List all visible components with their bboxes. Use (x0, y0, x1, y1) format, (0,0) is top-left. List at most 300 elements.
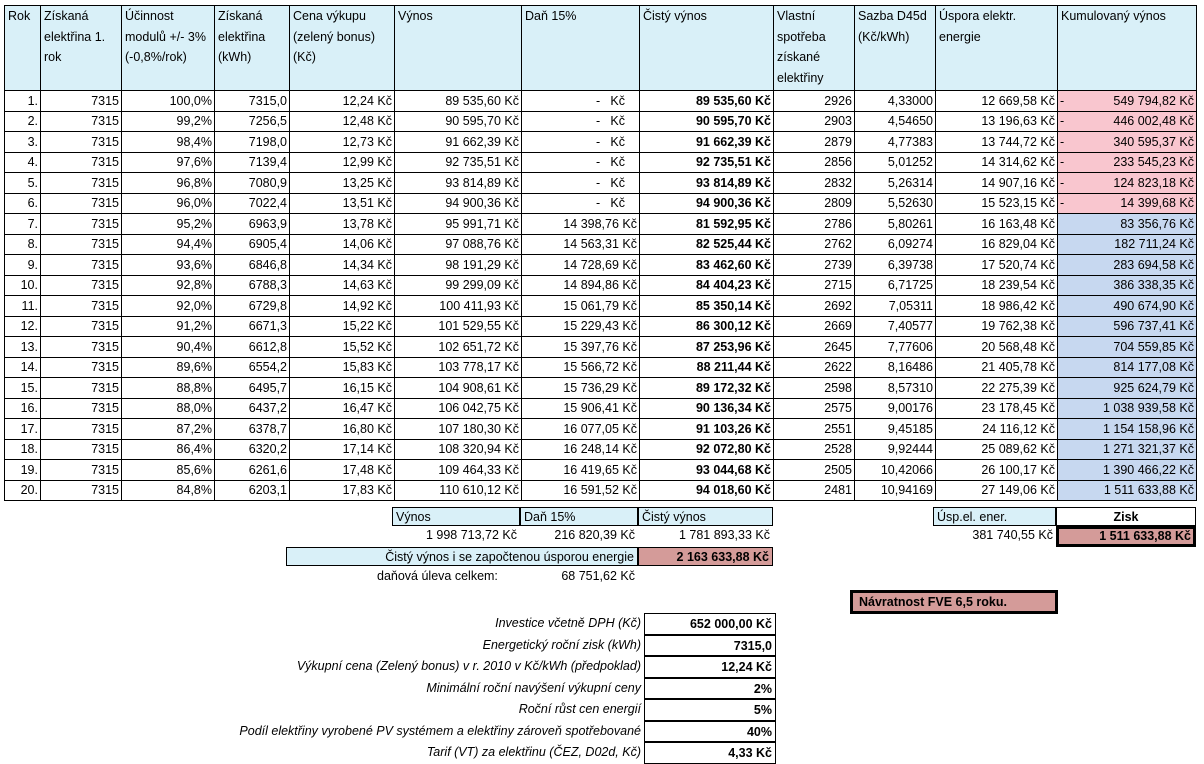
cell-sazba: 9,92444 (855, 439, 936, 460)
cell-sazba: 4,54650 (855, 111, 936, 132)
cell-kumulovany: 386 338,35 Kč (1058, 275, 1197, 296)
cell-rok: 11. (5, 296, 41, 317)
cell-rok: 7. (5, 214, 41, 235)
cell-cena-vykupu: 12,73 Kč (290, 132, 395, 153)
cell-dan: 15 736,29 Kč (522, 378, 640, 399)
cell-cena-vykupu: 12,99 Kč (290, 152, 395, 173)
dash: - (596, 93, 601, 108)
cell-cena-vykupu: 13,78 Kč (290, 214, 395, 235)
table-row (5, 316, 1197, 337)
cell-kumulovany: 490 674,90 Kč (1058, 296, 1197, 317)
cell-ziskana-1-rok: 7315 (41, 193, 122, 214)
cell-vlastni-spotreba: 2598 (774, 378, 855, 399)
cell-kumulovany (1058, 173, 1197, 194)
param-label: Investice včetně DPH (Kč) (495, 616, 641, 630)
cell-kumulovany (1058, 152, 1197, 173)
cell-cisty-vynos: 86 300,12 Kč (640, 316, 774, 337)
cell-vynos: 100 411,93 Kč (395, 296, 522, 317)
currency: Kč (610, 114, 625, 129)
cell-kumulovany (1058, 111, 1197, 132)
cell-ucinnost: 89,6% (122, 357, 215, 378)
cisty-with-savings-value: 2 163 633,88 Kč (638, 547, 773, 566)
cell-uspora: 27 149,06 Kč (936, 480, 1058, 501)
cell-vynos: 98 191,29 Kč (395, 255, 522, 276)
minus-sign: - (1060, 134, 1065, 149)
cell-ziskana-kwh: 6554,2 (215, 357, 290, 378)
header-dan: Daň 15% (522, 6, 640, 91)
cell-cisty-vynos: 83 462,60 Kč (640, 255, 774, 276)
cell-ziskana-1-rok: 7315 (41, 111, 122, 132)
minus-sign: - (1060, 155, 1065, 170)
cell-rok: 9. (5, 255, 41, 276)
cell-vynos: 90 595,70 Kč (395, 111, 522, 132)
summary-dan-total: 216 820,39 Kč (554, 528, 635, 542)
cell-rok: 18. (5, 439, 41, 460)
cell-ziskana-kwh: 6846,8 (215, 255, 290, 276)
cell-ziskana-1-rok: 7315 (41, 255, 122, 276)
cell-dan: 16 077,05 Kč (522, 419, 640, 440)
cell-kumulovany (1058, 132, 1197, 153)
dash: - (596, 114, 601, 129)
cell-vlastni-spotreba: 2926 (774, 91, 855, 112)
cell-cisty-vynos: 81 592,95 Kč (640, 214, 774, 235)
table-row (5, 214, 1197, 235)
table-row (5, 398, 1197, 419)
cell-vlastni-spotreba: 2528 (774, 439, 855, 460)
cell-kumulovany: 1 271 321,37 Kč (1058, 439, 1197, 460)
table-row (5, 111, 1197, 132)
currency: Kč (610, 155, 625, 170)
table-row (5, 378, 1197, 399)
cumulative-value: 549 794,82 Kč (1113, 93, 1194, 108)
cell-uspora: 21 405,78 Kč (936, 357, 1058, 378)
param-value: 12,24 Kč (644, 656, 776, 678)
minus-sign: - (1060, 114, 1065, 129)
payback-box: Návratnost FVE 6,5 roku. (850, 590, 1058, 614)
header-sazba: Sazba D45d (Kč/kWh) (855, 6, 936, 91)
cell-ziskana-kwh: 6378,7 (215, 419, 290, 440)
cell-rok: 17. (5, 419, 41, 440)
cell-sazba: 8,16486 (855, 357, 936, 378)
cell-vynos: 106 042,75 Kč (395, 398, 522, 419)
summary-vynos-label: Výnos (392, 507, 520, 526)
cell-ucinnost: 98,4% (122, 132, 215, 153)
table-row (5, 193, 1197, 214)
cell-vlastni-spotreba: 2809 (774, 193, 855, 214)
cell-vynos: 94 900,36 Kč (395, 193, 522, 214)
cell-rok: 10. (5, 275, 41, 296)
dash: - (596, 134, 601, 149)
cell-rok: 15. (5, 378, 41, 399)
cell-cisty-vynos: 87 253,96 Kč (640, 337, 774, 358)
cell-cisty-vynos: 93 814,89 Kč (640, 173, 774, 194)
cell-cisty-vynos: 94 018,60 Kč (640, 480, 774, 501)
header-vynos: Výnos (395, 6, 522, 91)
cell-vynos: 108 320,94 Kč (395, 439, 522, 460)
cisty-with-savings-label: Čistý výnos i se započtenou úsporou energie (286, 547, 638, 566)
cell-cena-vykupu: 16,15 Kč (290, 378, 395, 399)
cell-dan: 15 566,72 Kč (522, 357, 640, 378)
cell-ziskana-kwh: 6963,9 (215, 214, 290, 235)
cell-kumulovany (1058, 193, 1197, 214)
cell-vlastni-spotreba: 2622 (774, 357, 855, 378)
currency: Kč (610, 93, 625, 108)
cell-ziskana-kwh: 6671,3 (215, 316, 290, 337)
cell-sazba: 6,09274 (855, 234, 936, 255)
cell-cisty-vynos: 90 136,34 Kč (640, 398, 774, 419)
cell-uspora: 12 669,58 Kč (936, 91, 1058, 112)
cell-vynos: 104 908,61 Kč (395, 378, 522, 399)
cell-sazba: 10,94169 (855, 480, 936, 501)
fve-yield-table (4, 5, 1197, 501)
cell-ziskana-kwh: 7139,4 (215, 152, 290, 173)
cell-ziskana-kwh: 6203,1 (215, 480, 290, 501)
param-label: Energetický roční zisk (kWh) (482, 637, 641, 652)
cumulative-value: 446 002,48 Kč (1113, 114, 1194, 129)
cell-vlastni-spotreba: 2856 (774, 152, 855, 173)
cell-kumulovany: 1 511 633,88 Kč (1058, 480, 1197, 501)
cell-sazba: 5,26314 (855, 173, 936, 194)
cell-vynos: 97 088,76 Kč (395, 234, 522, 255)
cell-cisty-vynos: 89 172,32 Kč (640, 378, 774, 399)
cell-cena-vykupu: 16,47 Kč (290, 398, 395, 419)
header-ziskana-1-rok: Získaná elektřina 1. rok (41, 6, 122, 91)
cell-kumulovany: 182 711,24 Kč (1058, 234, 1197, 255)
cell-rok: 16. (5, 398, 41, 419)
table-row (5, 337, 1197, 358)
cell-uspora: 22 275,39 Kč (936, 378, 1058, 399)
cell-dan: 15 906,41 Kč (522, 398, 640, 419)
cell-rok: 14. (5, 357, 41, 378)
cell-dan: 15 397,76 Kč (522, 337, 640, 358)
cell-uspora: 14 907,16 Kč (936, 173, 1058, 194)
cell-sazba: 7,77606 (855, 337, 936, 358)
cell-kumulovany: 814 177,08 Kč (1058, 357, 1197, 378)
cell-kumulovany: 83 356,76 Kč (1058, 214, 1197, 235)
cell-cena-vykupu: 14,63 Kč (290, 275, 395, 296)
cell-dan (522, 173, 640, 194)
table-row (5, 152, 1197, 173)
header-ucinnost: Účinnost modulů +/- 3% (-0,8%/rok) (122, 6, 215, 91)
cell-sazba: 9,00176 (855, 398, 936, 419)
cell-dan: 16 248,14 Kč (522, 439, 640, 460)
cell-kumulovany: 283 694,58 Kč (1058, 255, 1197, 276)
cell-sazba: 7,40577 (855, 316, 936, 337)
cell-dan (522, 132, 640, 153)
param-label: Minimální roční navýšení výkupní ceny (426, 680, 641, 695)
cell-ucinnost: 88,8% (122, 378, 215, 399)
cell-ziskana-1-rok: 7315 (41, 173, 122, 194)
summary-zisk-total: 1 511 633,88 Kč (1056, 526, 1196, 547)
table-row (5, 357, 1197, 378)
minus-sign: - (1060, 175, 1065, 190)
cell-uspora: 13 196,63 Kč (936, 111, 1058, 132)
table-row (5, 234, 1197, 255)
cell-vynos: 89 535,60 Kč (395, 91, 522, 112)
cell-cena-vykupu: 15,83 Kč (290, 357, 395, 378)
cell-ucinnost: 95,2% (122, 214, 215, 235)
cell-vlastni-spotreba: 2879 (774, 132, 855, 153)
table-row (5, 439, 1197, 460)
cell-uspora: 15 523,15 Kč (936, 193, 1058, 214)
cell-vynos: 95 991,71 Kč (395, 214, 522, 235)
table-row (5, 91, 1197, 112)
cell-ucinnost: 97,6% (122, 152, 215, 173)
header-rok: Rok (5, 6, 41, 91)
table-row (5, 480, 1197, 501)
cell-ziskana-1-rok: 7315 (41, 275, 122, 296)
cell-cena-vykupu: 15,22 Kč (290, 316, 395, 337)
cell-ziskana-1-rok: 7315 (41, 439, 122, 460)
table-row (5, 296, 1197, 317)
param-label: Podíl elektřiny vyrobené PV systémem a elektřiny zároveň spotřebované (239, 723, 641, 738)
param-label: Výkupní cena (Zelený bonus) v r. 2010 v Kč/kWh (předpoklad) (296, 659, 641, 673)
cell-cena-vykupu: 16,80 Kč (290, 419, 395, 440)
cell-sazba: 6,71725 (855, 275, 936, 296)
cell-uspora: 16 829,04 Kč (936, 234, 1058, 255)
cumulative-value: 14 399,68 Kč (1120, 196, 1194, 211)
currency: Kč (610, 175, 625, 190)
cumulative-value: 340 595,37 Kč (1113, 134, 1194, 149)
cell-sazba: 10,42066 (855, 460, 936, 481)
cell-uspora: 17 520,74 Kč (936, 255, 1058, 276)
cell-ucinnost: 92,0% (122, 296, 215, 317)
param-label: Tarif (VT) za elektřinu (ČEZ, D02d, Kč) (426, 745, 641, 759)
cell-rok: 20. (5, 480, 41, 501)
cell-vlastni-spotreba: 2575 (774, 398, 855, 419)
cell-rok: 8. (5, 234, 41, 255)
cell-cisty-vynos: 84 404,23 Kč (640, 275, 774, 296)
summary-cisty-total: 1 781 893,33 Kč (678, 528, 770, 542)
cell-ziskana-kwh: 6612,8 (215, 337, 290, 358)
cell-dan: 14 563,31 Kč (522, 234, 640, 255)
cell-kumulovany: 1 154 158,96 Kč (1058, 419, 1197, 440)
cell-vlastni-spotreba: 2715 (774, 275, 855, 296)
cell-ziskana-1-rok: 7315 (41, 480, 122, 501)
cell-uspora: 20 568,48 Kč (936, 337, 1058, 358)
cell-cena-vykupu: 14,34 Kč (290, 255, 395, 276)
dash: - (596, 196, 601, 211)
param-value: 7315,0 (644, 635, 776, 657)
cell-kumulovany: 1 390 466,22 Kč (1058, 460, 1197, 481)
summary-dan-label: Daň 15% (520, 507, 638, 526)
cell-cisty-vynos: 89 535,60 Kč (640, 91, 774, 112)
dash: - (596, 175, 601, 190)
cell-kumulovany: 1 038 939,58 Kč (1058, 398, 1197, 419)
cell-ziskana-1-rok: 7315 (41, 398, 122, 419)
cell-ziskana-kwh: 6261,6 (215, 460, 290, 481)
cell-cena-vykupu: 14,92 Kč (290, 296, 395, 317)
cell-ziskana-1-rok: 7315 (41, 296, 122, 317)
cell-sazba: 4,77383 (855, 132, 936, 153)
cell-ucinnost: 100,0% (122, 91, 215, 112)
summary-zisk-label: Zisk (1056, 507, 1196, 526)
cell-vlastni-spotreba: 2645 (774, 337, 855, 358)
cell-sazba: 5,01252 (855, 152, 936, 173)
cell-cena-vykupu: 15,52 Kč (290, 337, 395, 358)
header-ziskana-kwh: Získaná elektřina (kWh) (215, 6, 290, 91)
cell-vlastni-spotreba: 2832 (774, 173, 855, 194)
cell-ucinnost: 93,6% (122, 255, 215, 276)
cell-ucinnost: 99,2% (122, 111, 215, 132)
cell-uspora: 14 314,62 Kč (936, 152, 1058, 173)
cell-uspora: 16 163,48 Kč (936, 214, 1058, 235)
cell-vynos: 101 529,55 Kč (395, 316, 522, 337)
cell-cena-vykupu: 17,83 Kč (290, 480, 395, 501)
cell-sazba: 8,57310 (855, 378, 936, 399)
cell-ziskana-1-rok: 7315 (41, 419, 122, 440)
cell-ucinnost: 96,0% (122, 193, 215, 214)
cell-dan: 15 229,43 Kč (522, 316, 640, 337)
cell-rok: 2. (5, 111, 41, 132)
cell-sazba: 7,05311 (855, 296, 936, 317)
header-vlastni-spotreba: Vlastní spotřeba získané elektřiny (774, 6, 855, 91)
cumulative-value: 124 823,18 Kč (1113, 175, 1194, 190)
tax-relief-value: 68 751,62 Kč (561, 569, 635, 583)
header-row (5, 6, 1197, 91)
cell-vynos: 103 778,17 Kč (395, 357, 522, 378)
param-value: 652 000,00 Kč (644, 613, 776, 635)
cell-ziskana-kwh: 7315,0 (215, 91, 290, 112)
cell-ziskana-1-rok: 7315 (41, 132, 122, 153)
header-cena-vykupu: Cena výkupu (zelený bonus) (Kč) (290, 6, 395, 91)
cell-vlastni-spotreba: 2669 (774, 316, 855, 337)
cell-rok: 13. (5, 337, 41, 358)
cell-rok: 4. (5, 152, 41, 173)
cell-ziskana-kwh: 7256,5 (215, 111, 290, 132)
cell-vlastni-spotreba: 2786 (774, 214, 855, 235)
cell-cena-vykupu: 12,24 Kč (290, 91, 395, 112)
cell-vlastni-spotreba: 2762 (774, 234, 855, 255)
cell-rok: 3. (5, 132, 41, 153)
cell-cena-vykupu: 13,51 Kč (290, 193, 395, 214)
param-value: 5% (644, 699, 776, 721)
cell-uspora: 25 089,62 Kč (936, 439, 1058, 460)
currency: Kč (610, 134, 625, 149)
cell-vlastni-spotreba: 2481 (774, 480, 855, 501)
cell-vynos: 93 814,89 Kč (395, 173, 522, 194)
cell-kumulovany: 704 559,85 Kč (1058, 337, 1197, 358)
cell-uspora: 18 986,42 Kč (936, 296, 1058, 317)
cell-ziskana-kwh: 6495,7 (215, 378, 290, 399)
cell-vynos: 91 662,39 Kč (395, 132, 522, 153)
cell-cisty-vynos: 92 072,80 Kč (640, 439, 774, 460)
cell-cisty-vynos: 93 044,68 Kč (640, 460, 774, 481)
cell-sazba: 6,39738 (855, 255, 936, 276)
cell-sazba: 5,52630 (855, 193, 936, 214)
cell-ziskana-kwh: 7198,0 (215, 132, 290, 153)
cell-cisty-vynos: 85 350,14 Kč (640, 296, 774, 317)
cell-cisty-vynos: 91 662,39 Kč (640, 132, 774, 153)
cell-cena-vykupu: 12,48 Kč (290, 111, 395, 132)
cell-ziskana-kwh: 7080,9 (215, 173, 290, 194)
table-row (5, 460, 1197, 481)
cell-cena-vykupu: 14,06 Kč (290, 234, 395, 255)
cell-ziskana-1-rok: 7315 (41, 316, 122, 337)
cell-ziskana-1-rok: 7315 (41, 214, 122, 235)
cell-kumulovany: 925 624,79 Kč (1058, 378, 1197, 399)
cell-dan: 14 728,69 Kč (522, 255, 640, 276)
cell-sazba: 5,80261 (855, 214, 936, 235)
cell-vlastni-spotreba: 2739 (774, 255, 855, 276)
cell-uspora: 24 116,12 Kč (936, 419, 1058, 440)
table-row (5, 419, 1197, 440)
cell-dan: 14 894,86 Kč (522, 275, 640, 296)
cell-vynos: 99 299,09 Kč (395, 275, 522, 296)
summary-usp-label: Úsp.el. ener. (933, 507, 1056, 526)
cell-ucinnost: 88,0% (122, 398, 215, 419)
cell-uspora: 18 239,54 Kč (936, 275, 1058, 296)
cell-ucinnost: 96,8% (122, 173, 215, 194)
summary-cisty-label: Čistý výnos (638, 507, 773, 526)
cell-cena-vykupu: 17,48 Kč (290, 460, 395, 481)
cell-vynos: 110 610,12 Kč (395, 480, 522, 501)
cell-ziskana-kwh: 6788,3 (215, 275, 290, 296)
cell-ucinnost: 90,4% (122, 337, 215, 358)
minus-sign: - (1060, 93, 1065, 108)
summary-vynos-total: 1 998 713,72 Kč (425, 528, 517, 542)
cell-sazba: 9,45185 (855, 419, 936, 440)
cell-ziskana-1-rok: 7315 (41, 378, 122, 399)
cell-vlastni-spotreba: 2692 (774, 296, 855, 317)
cell-ucinnost: 94,4% (122, 234, 215, 255)
cell-ucinnost: 92,8% (122, 275, 215, 296)
cell-uspora: 26 100,17 Kč (936, 460, 1058, 481)
cell-cisty-vynos: 91 103,26 Kč (640, 419, 774, 440)
currency: Kč (610, 196, 625, 211)
cell-rok: 1. (5, 91, 41, 112)
cell-ucinnost: 86,4% (122, 439, 215, 460)
cell-ucinnost: 91,2% (122, 316, 215, 337)
cell-dan (522, 152, 640, 173)
cell-dan: 16 591,52 Kč (522, 480, 640, 501)
cell-cisty-vynos: 92 735,51 Kč (640, 152, 774, 173)
cell-vlastni-spotreba: 2903 (774, 111, 855, 132)
cell-ziskana-kwh: 6729,8 (215, 296, 290, 317)
cell-kumulovany (1058, 91, 1197, 112)
cell-rok: 12. (5, 316, 41, 337)
table-row (5, 255, 1197, 276)
table-row (5, 275, 1197, 296)
tax-relief-label: daňová úleva celkem: (377, 569, 498, 583)
cell-ziskana-kwh: 7022,4 (215, 193, 290, 214)
cell-dan (522, 111, 640, 132)
cell-cena-vykupu: 13,25 Kč (290, 173, 395, 194)
cell-vynos: 92 735,51 Kč (395, 152, 522, 173)
cell-cisty-vynos: 82 525,44 Kč (640, 234, 774, 255)
spreadsheet (4, 5, 1200, 759)
header-kumulovany: Kumulovaný výnos (1058, 6, 1197, 91)
cell-dan: 14 398,76 Kč (522, 214, 640, 235)
cell-uspora: 23 178,45 Kč (936, 398, 1058, 419)
cell-cisty-vynos: 90 595,70 Kč (640, 111, 774, 132)
summary-usp-total: 381 740,55 Kč (972, 528, 1053, 542)
cell-ucinnost: 84,8% (122, 480, 215, 501)
cell-ziskana-1-rok: 7315 (41, 91, 122, 112)
cell-dan (522, 193, 640, 214)
header-cisty-vynos: Čistý výnos (640, 6, 774, 91)
cell-vlastni-spotreba: 2505 (774, 460, 855, 481)
cell-rok: 5. (5, 173, 41, 194)
param-value: 40% (644, 721, 776, 743)
table-row (5, 173, 1197, 194)
header-uspora: Úspora elektr. energie (936, 6, 1058, 91)
cell-ziskana-kwh: 6320,2 (215, 439, 290, 460)
cell-vynos: 109 464,33 Kč (395, 460, 522, 481)
cell-sazba: 4,33000 (855, 91, 936, 112)
cell-ziskana-1-rok: 7315 (41, 337, 122, 358)
param-value: 4,33 Kč (644, 742, 776, 764)
